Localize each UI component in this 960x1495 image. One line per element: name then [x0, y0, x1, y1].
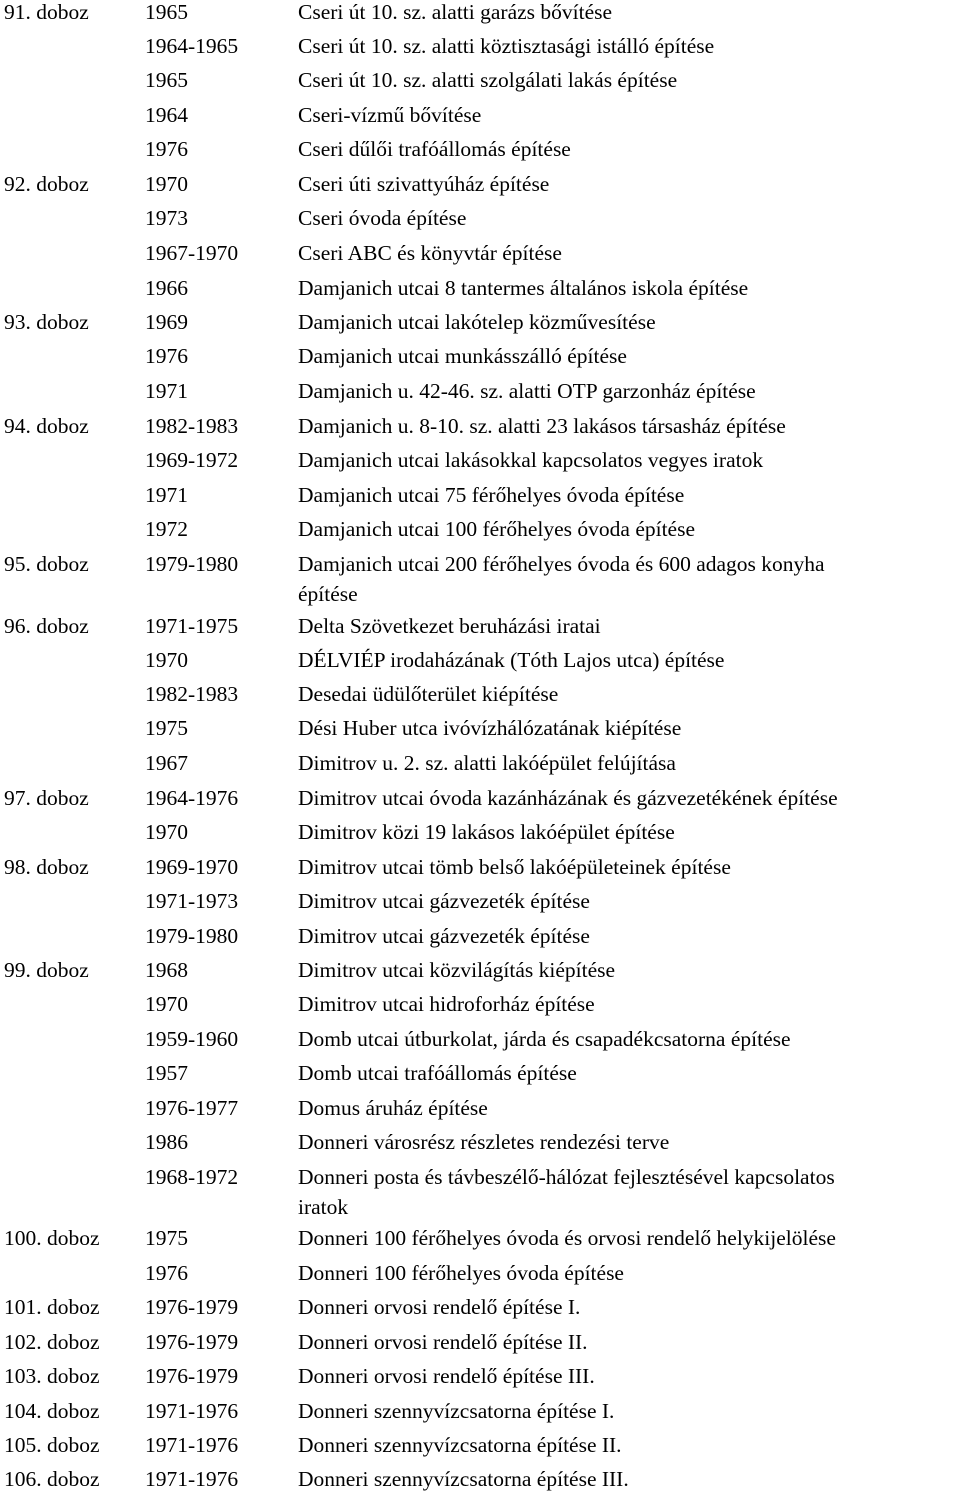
record-title: Dimitrov utcai óvoda kazánházának és gázvezetékének építése: [298, 786, 838, 810]
record-title: Dimitrov utcai közvilágítás kiépítése: [298, 958, 616, 982]
record-title: Cseri úti szivattyúház építése: [298, 172, 550, 196]
record-title: Damjanich utcai lakótelep közművesítése: [298, 310, 656, 334]
year-range: 1968: [145, 958, 188, 982]
record-title: Dimitrov utcai tömb belső lakóépületeinek építése: [298, 855, 731, 879]
record-title: Desedai üdülőterület kiépítése: [298, 682, 559, 706]
record-title: Damjanich utcai 8 tantermes általános iskola építése: [298, 276, 749, 300]
record-title: Donneri szennyvízcsatorna építése I.: [298, 1399, 615, 1423]
record-title: Dimitrov utcai hidroforház építése: [298, 992, 595, 1016]
record-title: Cseri ABC és könyvtár építése: [298, 241, 562, 265]
year-range: 1979-1980: [145, 924, 239, 948]
record-title: Cseri óvoda építése: [298, 206, 467, 230]
year-range: 1957: [145, 1061, 188, 1085]
year-range: 1975: [145, 1226, 188, 1250]
year-range: 1976-1979: [145, 1364, 239, 1388]
record-title: Cseri-vízmű bővítése: [298, 103, 482, 127]
year-range: 1965: [145, 68, 188, 92]
year-range: 1986: [145, 1130, 188, 1154]
record-title: Damjanich utcai lakásokkal kapcsolatos vegyes iratok: [298, 448, 764, 472]
year-range: 1970: [145, 172, 188, 196]
year-range: 1970: [145, 992, 188, 1016]
year-range: 1971-1976: [145, 1467, 239, 1491]
record-title: Donneri 100 férőhelyes óvoda és orvosi rendelő helykijelölése: [298, 1226, 836, 1250]
year-range: 1976-1979: [145, 1295, 239, 1319]
record-title: Donneri szennyvízcsatorna építése II.: [298, 1433, 622, 1457]
year-range: 1972: [145, 517, 188, 541]
record-title: Cseri út 10. sz. alatti garázs bővítése: [298, 0, 613, 24]
year-range: 1971: [145, 483, 188, 507]
box-number: 93. doboz: [4, 310, 89, 334]
record-title: Donneri orvosi rendelő építése I.: [298, 1295, 581, 1319]
year-range: 1965: [145, 0, 188, 24]
year-range: 1966: [145, 276, 188, 300]
box-number: 94. doboz: [4, 414, 89, 438]
year-range: 1969-1970: [145, 855, 239, 879]
year-range: 1976-1977: [145, 1096, 239, 1120]
box-number: 95. doboz: [4, 552, 89, 576]
year-range: 1976: [145, 344, 188, 368]
record-title: Domus áruház építése: [298, 1096, 488, 1120]
record-title: Domb utcai útburkolat, járda és csapadékcsatorna építése: [298, 1027, 791, 1051]
year-range: 1967-1970: [145, 241, 239, 265]
record-title: Donneri orvosi rendelő építése II.: [298, 1330, 588, 1354]
record-title: Dimitrov utcai gázvezeték építése: [298, 889, 590, 913]
year-range: 1982-1983: [145, 414, 239, 438]
year-range: 1975: [145, 716, 188, 740]
year-range: 1967: [145, 751, 188, 775]
record-title: Damjanich u. 42-46. sz. alatti OTP garzonház építése: [298, 379, 756, 403]
record-title: Delta Szövetkezet beruházási iratai: [298, 614, 601, 638]
record-title: Dimitrov utcai gázvezeték építése: [298, 924, 590, 948]
record-title: Donneri városrész részletes rendezési terve: [298, 1130, 670, 1154]
record-title: Donneri orvosi rendelő építése III.: [298, 1364, 595, 1388]
box-number: 105. doboz: [4, 1433, 100, 1457]
record-title: DÉLVIÉP irodaházának (Tóth Lajos utca) építése: [298, 648, 725, 672]
year-range: 1969: [145, 310, 188, 334]
year-range: 1964-1976: [145, 786, 239, 810]
box-number: 101. doboz: [4, 1295, 100, 1319]
record-title: építése: [298, 582, 358, 606]
year-range: 1976: [145, 137, 188, 161]
year-range: 1976-1979: [145, 1330, 239, 1354]
record-title: Cseri út 10. sz. alatti köztisztasági istálló építése: [298, 34, 715, 58]
year-range: 1979-1980: [145, 552, 239, 576]
record-title: Cseri dűlői trafóállomás építése: [298, 137, 571, 161]
record-title: Cseri út 10. sz. alatti szolgálati lakás építése: [298, 68, 678, 92]
year-range: 1971-1973: [145, 889, 239, 913]
year-range: 1968-1972: [145, 1165, 239, 1189]
record-title: Damjanich utcai 200 férőhelyes óvoda és 600 adagos konyha: [298, 552, 825, 576]
year-range: 1971-1976: [145, 1433, 239, 1457]
record-title: Dimitrov u. 2. sz. alatti lakóépület felújítása: [298, 751, 676, 775]
record-title: Donneri szennyvízcsatorna építése III.: [298, 1467, 629, 1491]
year-range: 1971: [145, 379, 188, 403]
year-range: 1982-1983: [145, 682, 239, 706]
record-title: Donneri posta és távbeszélő-hálózat fejlesztésével kapcsolatos: [298, 1165, 835, 1189]
year-range: 1964-1965: [145, 34, 239, 58]
box-number: 104. doboz: [4, 1399, 100, 1423]
record-title: Donneri 100 férőhelyes óvoda építése: [298, 1261, 624, 1285]
record-title: Damjanich u. 8-10. sz. alatti 23 lakásos társasház építése: [298, 414, 786, 438]
record-title: Dimitrov közi 19 lakásos lakóépület építése: [298, 820, 675, 844]
year-range: 1976: [145, 1261, 188, 1285]
box-number: 103. doboz: [4, 1364, 100, 1388]
record-title: Dési Huber utca ivóvízhálózatának kiépítése: [298, 716, 682, 740]
year-range: 1959-1960: [145, 1027, 239, 1051]
year-range: 1969-1972: [145, 448, 239, 472]
year-range: 1964: [145, 103, 188, 127]
box-number: 106. doboz: [4, 1467, 100, 1491]
box-number: 91. doboz: [4, 0, 89, 24]
box-number: 92. doboz: [4, 172, 89, 196]
year-range: 1971-1976: [145, 1399, 239, 1423]
box-number: 102. doboz: [4, 1330, 100, 1354]
record-title: Damjanich utcai 75 férőhelyes óvoda építése: [298, 483, 685, 507]
year-range: 1971-1975: [145, 614, 239, 638]
box-number: 100. doboz: [4, 1226, 100, 1250]
record-title: Damjanich utcai 100 férőhelyes óvoda építése: [298, 517, 696, 541]
box-number: 99. doboz: [4, 958, 89, 982]
box-number: 97. doboz: [4, 786, 89, 810]
box-number: 96. doboz: [4, 614, 89, 638]
year-range: 1970: [145, 648, 188, 672]
record-title: iratok: [298, 1195, 349, 1219]
record-title: Domb utcai trafóállomás építése: [298, 1061, 577, 1085]
record-title: Damjanich utcai munkásszálló építése: [298, 344, 627, 368]
box-number: 98. doboz: [4, 855, 89, 879]
year-range: 1973: [145, 206, 188, 230]
year-range: 1970: [145, 820, 188, 844]
